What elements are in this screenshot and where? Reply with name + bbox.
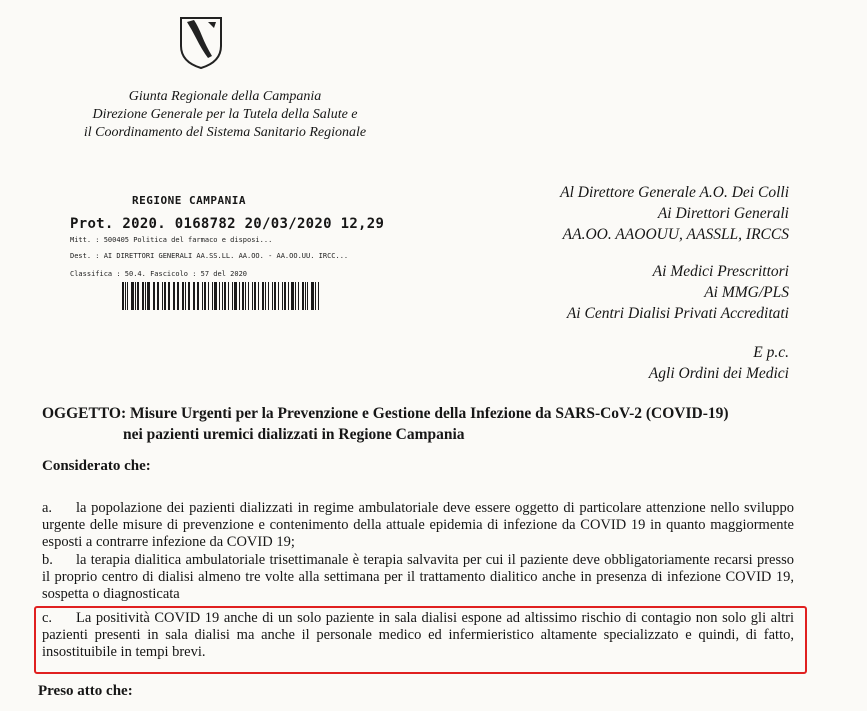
barcode-bar — [168, 282, 170, 310]
letterhead — [60, 88, 390, 142]
barcode-bar — [232, 282, 233, 310]
barcode-bar — [182, 282, 184, 310]
barcode-bar — [288, 282, 289, 310]
barcode-bar — [153, 282, 154, 310]
preso-heading: Preso atto che: — [38, 683, 133, 699]
barcode-bar — [315, 282, 317, 310]
barcode-bar — [245, 282, 246, 310]
barcode-bar — [234, 282, 236, 310]
barcode-bar — [131, 282, 133, 310]
paragraph-a — [42, 500, 794, 551]
barcode-bar — [278, 282, 279, 310]
paragraph-marker: c. — [42, 610, 53, 626]
paragraph-b — [42, 552, 794, 603]
barcode-bar — [242, 282, 244, 310]
letterhead-line: Giunta Regionale della Campania — [128, 89, 322, 104]
barcode-bar — [174, 282, 175, 310]
letterhead-line: Direzione Generale per la Tutela della Salute e — [92, 107, 358, 122]
paragraph-text: la popolazione dei pazienti dializzati in regime ambulatoriale deve essere oggetto di particolare attenzione nello sviluppo urgente delle misure di prevenzione e contenimento della attuale epidemia di infezione da COVID 19 in quanto maggiormente esposti a contrarre infezione da COVID 19; — [42, 500, 794, 550]
subject — [42, 403, 832, 445]
barcode-bar — [252, 282, 254, 310]
barcode-bar — [122, 282, 124, 310]
barcode-bar — [193, 282, 194, 310]
barcode-bar — [208, 282, 209, 310]
highlight-box — [34, 606, 807, 674]
barcode-bar — [268, 282, 270, 310]
subject-line-1: Misure Urgenti per la Prevenzione e Gestione della Infezione da SARS-CoV-2 (COVID-19) — [130, 405, 729, 422]
barcode-bar — [284, 282, 286, 310]
recipients-block — [560, 182, 789, 396]
barcode-bar — [239, 282, 240, 310]
subject-line-2: nei pazienti uremici dializzati in Regione Campania — [123, 426, 465, 443]
protocol-region: REGIONE CAMPANIA — [132, 194, 246, 207]
considerato-heading: Considerato che: — [42, 458, 151, 474]
barcode-bar — [194, 282, 195, 310]
paragraph-marker: a. — [42, 500, 53, 516]
barcode-bar — [254, 282, 256, 310]
barcode-bar — [305, 282, 306, 310]
barcode-bar — [214, 282, 216, 310]
barcode-bar — [154, 282, 155, 310]
recipient-line: Ai Medici Prescrittori — [652, 263, 789, 280]
barcode-bar — [185, 282, 186, 310]
barcode-bar — [145, 282, 146, 310]
region-emblem-icon — [178, 16, 224, 70]
barcode-bar — [204, 282, 206, 310]
barcode-bar — [147, 282, 149, 310]
barcode — [122, 282, 322, 310]
barcode-bar — [298, 282, 299, 310]
barcode-bar — [295, 282, 297, 310]
recipient-line: AA.OO. AAOOUU, AASSLL, IRCCS — [562, 226, 789, 243]
recipient-line: Ai Direttori Generali — [657, 205, 789, 222]
recipient-line: Agli Ordini dei Medici — [648, 365, 789, 382]
protocol-dest: Dest. : AI DIRETTORI GENERALI AA.SS.LL. AA.OO. - AA.OO.UU. IRCC... — [70, 252, 349, 260]
paragraph-text: la terapia dialitica ambulatoriale trisettimanale è terapia salvavita per cui il paziente deve obbligatoriamente recarsi presso il proprio centro di dialisi almeno tre volte alla settimana per il trattamento dialitico anche in presenza di infezione COVID 19, sospetta o diagnosticata — [42, 552, 794, 602]
paragraph-text: La positività COVID 19 anche di un solo paziente in sala dialisi espone ad altissimo rischio di contagio non solo gli altri pazienti presenti in sala dialisi ma anche il personale medico ed infermieristico altamente specializzato e quindi, di fatto, insostituibile in tempi brevi. — [42, 610, 794, 660]
barcode-bar — [224, 282, 226, 310]
barcode-bar — [282, 282, 283, 310]
barcode-bar — [228, 282, 230, 310]
barcode-bar — [142, 282, 144, 310]
recipient-line: Ai Centri Dialisi Privati Accreditati — [566, 305, 789, 322]
barcode-bar — [127, 282, 128, 310]
barcode-bar — [258, 282, 259, 310]
barcode-bar — [212, 282, 214, 310]
protocol-classifica: Classifica : 50.4. Fascicolo : 57 del 2020 — [70, 270, 248, 278]
protocol-mitt: Mitt. : 500405 Politica del farmaco e disposi... — [70, 236, 273, 244]
barcode-bar — [125, 282, 126, 310]
barcode-bar — [164, 282, 166, 310]
barcode-bar — [307, 282, 308, 310]
barcode-bar — [135, 282, 136, 310]
recipient-line: Ai MMG/PLS — [704, 284, 789, 301]
barcode-bar — [219, 282, 220, 310]
subject-label: OGGETTO: — [42, 405, 127, 422]
barcode-bar — [274, 282, 276, 310]
barcode-bar — [177, 282, 179, 310]
protocol-number: Prot. 2020. 0168782 20/03/2020 12,29 — [70, 216, 385, 232]
barcode-bar — [302, 282, 304, 310]
barcode-bar — [262, 282, 264, 310]
recipient-line: Al Direttore Generale A.O. Dei Colli — [560, 184, 789, 201]
barcode-bar — [222, 282, 223, 310]
barcode-bar — [311, 282, 313, 310]
barcode-bar — [248, 282, 249, 310]
barcode-bar — [162, 282, 163, 310]
barcode-bar — [291, 282, 293, 310]
barcode-bar — [197, 282, 199, 310]
recipient-line: E p.c. — [753, 344, 789, 361]
barcode-bar — [173, 282, 174, 310]
letterhead-line: il Coordinamento del Sistema Sanitario Regionale — [83, 125, 367, 140]
barcode-bar — [265, 282, 266, 310]
barcode-bar — [272, 282, 273, 310]
barcode-bar — [137, 282, 139, 310]
barcode-bar — [318, 282, 319, 310]
barcode-bar — [202, 282, 203, 310]
paragraph-marker: b. — [42, 552, 53, 568]
barcode-bar — [188, 282, 190, 310]
barcode-bar — [157, 282, 159, 310]
